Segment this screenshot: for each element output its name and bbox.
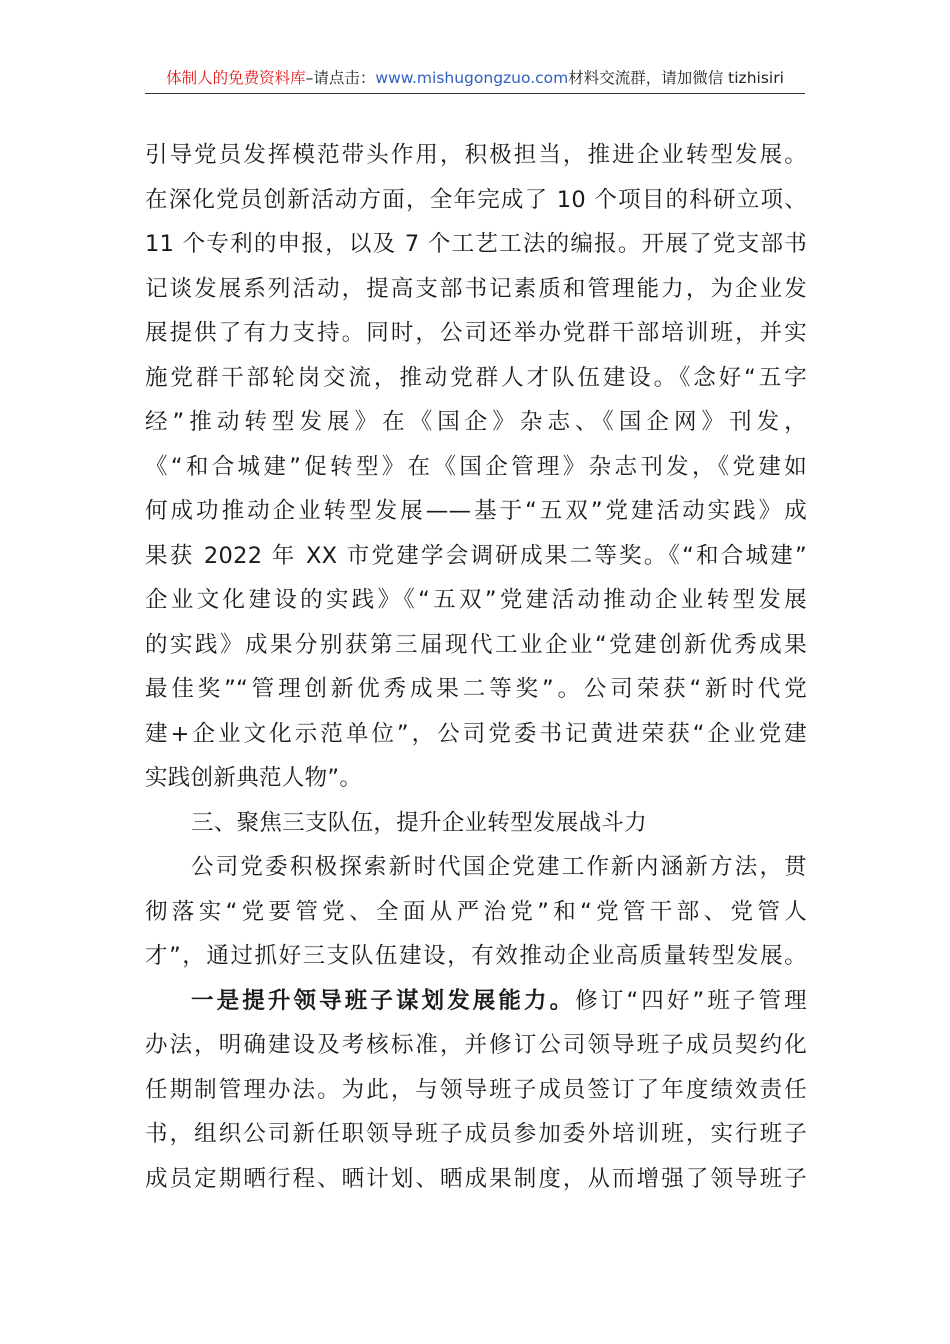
text-line: 的实践》成果分别获第三届现代工业企业“党建创新优秀成果	[145, 631, 807, 658]
text-line-rest: 修订“四好”班子管理	[575, 987, 807, 1014]
text-line: 在深化党员创新活动方面，全年完成了 10 个项目的科研立项、	[145, 186, 807, 213]
page-header	[145, 64, 805, 94]
header-prompt: –请点击：	[305, 69, 376, 87]
text-line: 何成功推动企业转型发展——基于“五双”党建活动实践》成	[145, 498, 807, 524]
text-line: 任期制管理办法。为此，与领导班子成员签订了年度绩效责任	[145, 1076, 807, 1103]
text-line: 引导党员发挥模范带头作用，积极担当，推进企业转型发展。	[145, 142, 807, 168]
text-line: 彻落实“党要管党、全面从严治党”和“党管干部、党管人	[145, 898, 807, 925]
text-line: 建+企业文化示范单位”，公司党委书记黄进荣获“企业党建	[145, 720, 807, 747]
text-line: 经”推动转型发展》在《国企》杂志、《国企网》刊发，	[145, 409, 807, 435]
bold-lead-text: 一是提升领导班子谋划发展能力。	[191, 987, 576, 1014]
paragraph-1	[145, 133, 807, 801]
paragraph-3	[145, 979, 807, 1202]
text-line: 展提供了有力支持。同时，公司还举办党群干部培训班，并实	[145, 320, 807, 346]
text-line: 办法，明确建设及考核标准，并修订公司领导班子成员契约化	[145, 1032, 807, 1058]
text-line: 才”，通过抓好三支队伍建设，有效推动企业高质量转型发展。	[145, 943, 807, 969]
text-line: 《“和合城建”促转型》在《国企管理》杂志刊发，《党建如	[145, 453, 807, 480]
text-line: 最佳奖”“管理创新优秀成果二等奖”。公司荣获“新时代党	[145, 676, 807, 702]
text-line: 企业文化建设的实践》《“五双”党建活动推动企业转型发展	[145, 587, 807, 613]
text-line: 实践创新典范人物”。	[145, 765, 363, 791]
text-line: 施党群干部轮岗交流，推动党群人才队伍建设。《念好“五字	[145, 364, 807, 391]
text-line: 公司党委积极探索新时代国企党建工作新内涵新方法，贯	[191, 854, 807, 880]
text-line	[145, 979, 807, 1024]
header-url-link[interactable]: www.mishugongzuo.com	[375, 69, 569, 87]
section-heading: 三、聚焦三支队伍，提升企业转型发展战斗力	[191, 809, 648, 836]
paragraph-2	[145, 845, 807, 979]
text-line: 成员定期晒行程、晒计划、晒成果制度，从而增强了领导班子	[145, 1165, 807, 1192]
header-suffix: 材料交流群，请加微信 tizhisiri	[568, 69, 784, 87]
text-line: 11 个专利的申报，以及 7 个工艺工法的编报。开展了党支部书	[145, 231, 807, 257]
text-line: 果获 2022 年 XX 市党建学会调研成果二等奖。《“和合城建”	[145, 542, 807, 569]
header-site-name: 体制人的免费资料库	[166, 69, 306, 87]
document-body	[145, 133, 807, 1201]
text-line: 书，组织公司新任职领导班子成员参加委外培训班，实行班子	[145, 1121, 807, 1147]
text-line: 记谈发展系列活动，提高支部书记素质和管理能力，为企业发	[145, 275, 807, 302]
